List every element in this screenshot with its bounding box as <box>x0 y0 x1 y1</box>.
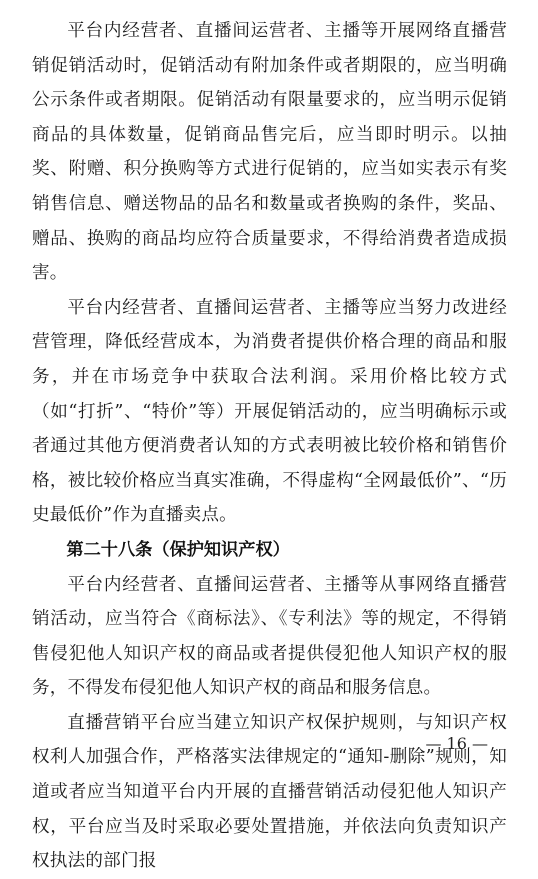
article-heading: 第二十八条（保护知识产权） <box>66 539 290 560</box>
paragraph-ip-compliance: 平台内经营者、直播间运营者、主播等从事网络直播营销活动，应当符合《商标法》、《专利法》等的规定，不得销售侵犯他人知识产权的商品或者提供侵犯他人知识产权的服务，不得发布侵犯他人知识产权的商品和服务信息。 <box>32 574 507 699</box>
page-number: — 16 — <box>425 734 488 753</box>
paragraph-pricing: 平台内经营者、直播间运营者、主播等应当努力改进经营管理，降低经营成本，为消费者提供价格合理的商品和服务，并在市场竞争中获取合法利润。采用价格比较方式（如“打折”、“特价”等）开展促销活动的，应当明确标示或者通过其他方便消费者认知的方式表明被比较价格和销售价格，被比较价格应当真实准确，不得虚构“全网最低价”、“历史最低价”作为直播卖点。 <box>32 297 507 526</box>
paragraph-ip-platform-rules: 直播营销平台应当建立知识产权保护规则，与知识产权权利人加强合作，严格落实法律规定的“通知-删除”规则，知道或者应当知道平台内开展的直播营销活动侵犯他人知识产权，平台应当及时采取必要处置措施，并依法向负责知识产权执法的部门报 <box>32 712 507 872</box>
paragraph-promotion-conditions: 平台内经营者、直播间运营者、主播等开展网络直播营销促销活动时，促销活动有附加条件或者期限的，应当明确公示条件或者期限。促销活动有限量要求的，应当明示促销商品的具体数量，促销商品售完后，应当即时明示。以抽奖、附赠、积分换购等方式进行促销的，应当如实表示有奖销售信息、赠送物品的品名和数量或者换购的条件，奖品、赠品、换购的商品均应符合质量要求，不得给消费者造成损害。 <box>32 21 507 284</box>
